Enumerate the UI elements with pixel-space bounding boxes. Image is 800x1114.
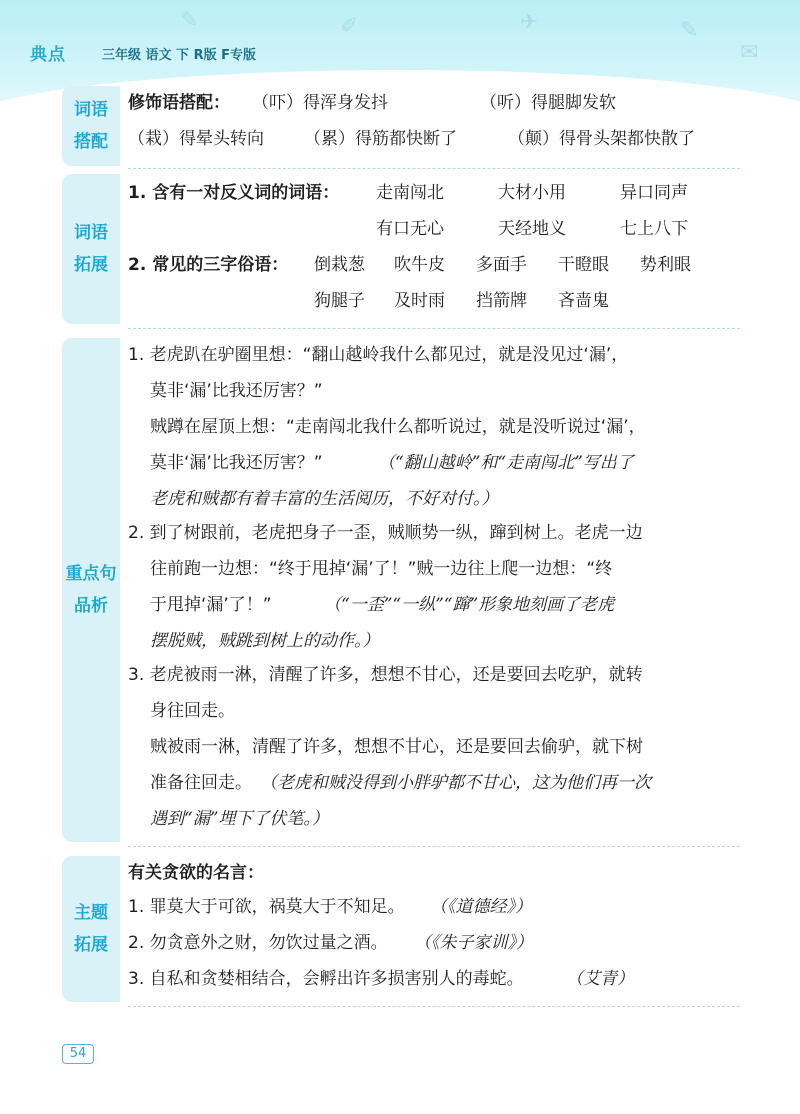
word-item: 狗腿子 — [314, 291, 365, 311]
section-divider — [128, 168, 740, 169]
section-label: 重点句 品析 — [65, 564, 117, 616]
word-item: 七上八下 — [620, 219, 688, 239]
quote-source: （《朱子家训》） — [414, 933, 533, 953]
section-label: 词语 拓展 — [74, 223, 108, 275]
section-theme-expansion — [128, 856, 740, 1002]
word-item: 势利眼 — [640, 255, 691, 275]
word-item: 倒栽葱 — [314, 255, 365, 275]
sentence-line: 身往回走。 — [150, 701, 235, 721]
sentence-line: 1. 老虎趴在驴圈里想：“翻山越岭我什么都见过，就是没见过‘漏’， — [128, 345, 629, 365]
doodle-icon: ✐ — [340, 14, 359, 39]
collocation-head: 修饰语搭配： — [128, 93, 230, 113]
section-word-collocation — [128, 86, 740, 166]
collocation-item: （吓）得浑身发抖 — [252, 93, 388, 113]
word-item: 干瞪眼 — [558, 255, 609, 275]
word-item: 异口同声 — [620, 183, 688, 203]
word-item: 吝啬鬼 — [558, 291, 609, 311]
quote-source: （《道德经》） — [430, 897, 532, 917]
quote-text: 1. 罪莫大于可欲，祸莫大于不知足。 — [128, 897, 405, 917]
word-item: 及时雨 — [394, 291, 445, 311]
sentence-line: 准备往回走。 — [150, 773, 252, 793]
section-divider — [128, 1006, 740, 1007]
doodle-icon: ✎ — [180, 8, 199, 33]
doodle-icon: ✎ — [680, 18, 699, 43]
word-item: 挡箭牌 — [476, 291, 527, 311]
page-number: 54 — [62, 1044, 94, 1064]
section-label: 主题 拓展 — [74, 903, 108, 955]
doodle-icon: ✉ — [740, 40, 759, 65]
collocation-item: （栽）得晕头转向 — [128, 129, 264, 149]
book-subtitle: 三年级 语文 下 R版 F专版 — [102, 48, 256, 63]
collocation-item: （累）得筋都快断了 — [304, 129, 457, 149]
word-item: 天经地义 — [498, 219, 566, 239]
analysis-note: （老虎和贼没得到小胖驴都不甘心，这为他们再一次 — [260, 773, 651, 793]
section-tab-word-collocation — [62, 86, 120, 166]
collocation-item: （颠）得骨头架都快散了 — [508, 129, 695, 149]
antonym-words-head: 1. 含有一对反义词的词语： — [128, 183, 340, 203]
section-tab-theme-expansion — [62, 856, 120, 1002]
section-divider — [128, 846, 740, 847]
word-item: 走南闯北 — [376, 183, 444, 203]
analysis-note: 老虎和贼都有着丰富的生活阅历，不好对付。） — [150, 489, 499, 509]
quote-source: （艾青） — [566, 969, 634, 989]
section-word-expansion — [128, 174, 740, 324]
word-item: 多面手 — [476, 255, 527, 275]
quote-text: 2. 勿贪意外之财，勿饮过量之酒。 — [128, 933, 388, 953]
analysis-note: 摆脱贼，贼跳到树上的动作。） — [150, 631, 380, 651]
sentence-line: 2. 到了树跟前，老虎把身子一歪，贼顺势一纵，蹿到树上。老虎一边 — [128, 523, 643, 543]
sentence-line: 莫非‘漏’比我还厉害？” — [150, 381, 323, 401]
section-divider — [128, 328, 740, 329]
sentence-line: 3. 老虎被雨一淋，清醒了许多，想想不甘心，还是要回去吃驴，就转 — [128, 665, 643, 685]
brand-logo: 典点 — [30, 45, 66, 65]
quotes-head: 有关贪欲的名言： — [128, 863, 264, 883]
collocation-item: （听）得腿脚发软 — [480, 93, 616, 113]
doodle-icon: ✈ — [520, 10, 539, 35]
sentence-line: 贼被雨一淋，清醒了许多，想想不甘心，还是要回去偷驴，就下树 — [150, 737, 643, 757]
analysis-note: （“翻山越岭”和“走南闯北”写出了 — [378, 453, 634, 473]
sentence-line: 往前跑一边想：“终于甩掉‘漏’了！”贼一边往上爬一边想：“终 — [150, 559, 613, 579]
analysis-note: 遇到“漏”埋下了伏笔。） — [150, 809, 329, 829]
word-item: 吹牛皮 — [394, 255, 445, 275]
sentence-line: 贼蹲在屋顶上想：“走南闯北我什么都听说过，就是没听说过‘漏’， — [150, 417, 646, 437]
section-tab-key-sentences — [62, 338, 120, 842]
word-item: 大材小用 — [498, 183, 566, 203]
section-tab-word-expansion — [62, 174, 120, 324]
quote-text: 3. 自私和贪婪相结合，会孵出许多损害别人的毒蛇。 — [128, 969, 524, 989]
sentence-line: 莫非‘漏’比我还厉害？” — [150, 453, 323, 473]
analysis-note: （“一歪”“一纵”“蹿”形象地刻画了老虎 — [324, 595, 615, 615]
section-key-sentences — [128, 338, 740, 842]
three-char-sayings-head: 2. 常见的三字俗语： — [128, 255, 289, 275]
word-item: 有口无心 — [376, 219, 444, 239]
section-label: 词语 搭配 — [74, 100, 108, 152]
sentence-line: 于甩掉‘漏’了！” — [150, 595, 272, 615]
